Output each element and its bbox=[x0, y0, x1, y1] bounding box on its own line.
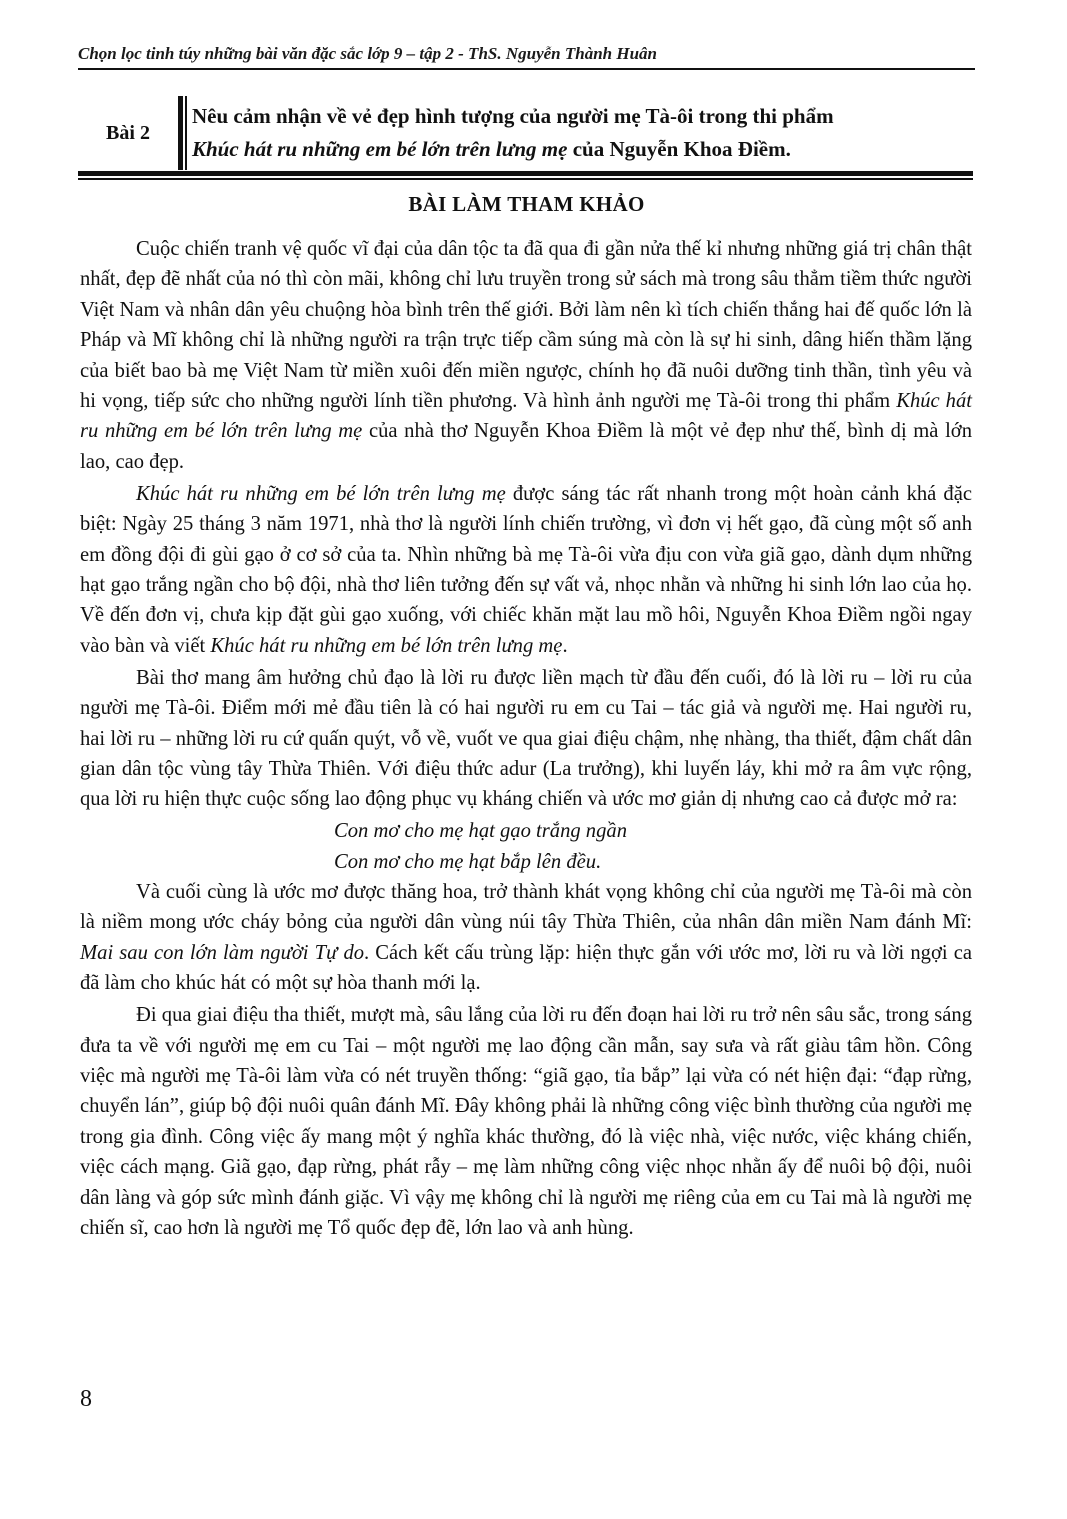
label-divider-thin bbox=[185, 96, 187, 170]
prompt-poem-title: Khúc hát ru những em bé lớn trên lưng mẹ bbox=[192, 137, 568, 161]
label-divider bbox=[178, 96, 183, 170]
paragraph-2 bbox=[80, 479, 972, 661]
p2-poem-title: Khúc hát ru những em bé lớn trên lưng mẹ bbox=[136, 482, 506, 505]
prompt-line1: Nêu cảm nhận về vẻ đẹp hình tượng của người mẹ Tà-ôi trong thi phẩm bbox=[192, 104, 834, 128]
paragraph-1 bbox=[80, 234, 972, 477]
exercise-bottom-rule bbox=[78, 171, 973, 176]
p3-text: Bài thơ mang âm hưởng chủ đạo là lời ru được liền mạch từ đầu đến cuối, đó là lời ru – lời ru của người mẹ Tà-ôi. Điểm mới mẻ đầu tiên là có hai người ru em cu Tai – tác giả và người mẹ. Hai người ru, hai lời ru – những lời ru cứ quấn quýt, vỗ về, vuốt ve qua giai điệu chậm, nhẹ nhàng, tha thiết, đậm chất dân gian dân tộc vùng tây Thừa Thiên. Với điệu thức adur (La trưởng), khi luyến láy, khi mở ra âm vực rộng, qua lời ru hiện thực cuộc sống lao động phục vụ kháng chiến và ước mơ giản dị nhưng cao cả được mở ra: bbox=[80, 666, 972, 811]
essay-body bbox=[80, 234, 972, 1245]
p4-text: Và cuối cùng là ước mơ được thăng hoa, trở thành khát vọng không chỉ của người mẹ Tà-ôi mà còn là niềm mong ước cháy bỏng của người dân vùng núi tây Thừa Thiên, của nhân dân miền Nam đánh Mĩ: bbox=[80, 881, 972, 934]
p2-end-poem-title: Khúc hát ru những em bé lớn trên lưng mẹ bbox=[210, 634, 563, 657]
p1-poem-title: Khúc hát ru những em bé lớn trên lưng mẹ bbox=[80, 390, 972, 443]
exercise-bottom-rule-thin bbox=[78, 178, 973, 180]
paragraph-5 bbox=[80, 1000, 972, 1243]
header-rule bbox=[78, 68, 975, 70]
p4-end: . Cách kết cấu trùng lặp: hiện thực gắn với ước mơ, lời ru và lời ngợi ca đã làm cho khúc hát có một sự hòa thanh mới lạ. bbox=[80, 941, 972, 995]
section-title: BÀI LÀM THAM KHẢO bbox=[408, 192, 645, 216]
page-number: 8 bbox=[80, 1386, 92, 1412]
exercise-label: Bài 2 bbox=[106, 121, 150, 144]
prompt-suffix: của Nguyễn Khoa Điềm. bbox=[567, 137, 791, 161]
exercise-prompt bbox=[192, 100, 972, 166]
p2-text: được sáng tác rất nhanh trong một hoàn cảnh khá đặc biệt: Ngày 25 tháng 3 năm 1971, nhà thơ là người lính chiến trường, vì đơn vị hết gạo, đã cùng một số anh em đồng đội đi gùi gạo ở cơ sở của ta. Nhìn những bà mẹ Tà-ôi vừa địu con vừa giã gạo, dành dụm những hạt gạo trắng ngần cho bộ đội, nhà thơ liên tưởng đến sự vất vả, nhọc nhằn và những hi sinh lớn lao của họ. Về đến đơn vị, chưa kịp đặt gùi gạo xuống, với chiếc khăn mặt lau mồ hôi, Nguyễn Khoa Điềm ngồi ngay vào bàn và viết bbox=[80, 482, 972, 657]
paragraph-4 bbox=[80, 877, 972, 999]
running-header: Chọn lọc tinh túy những bài văn đặc sắc lớp 9 – tập 2 - ThS. Nguyễn Thành Huân bbox=[78, 44, 658, 63]
paragraph-3 bbox=[80, 663, 972, 815]
p4-quote: Mai sau con lớn làm người Tự do bbox=[80, 941, 365, 964]
p2-end: . bbox=[562, 634, 568, 657]
p1-end: của nhà thơ Nguyễn Khoa Điềm là một vẻ đẹp như thế, bình dị mà lớn lao, cao đẹp. bbox=[80, 420, 972, 473]
poem-line-2: Con mơ cho mẹ hạt bắp lên đều. bbox=[334, 850, 602, 873]
exercise-box bbox=[78, 96, 973, 170]
p5-text: Đi qua giai điệu tha thiết, mượt mà, sâu lắng của lời ru đến đoạn hai lời ru trở nên sâu sắc, trong sáng đưa ta về với người mẹ em cu Tai – một người mẹ lao động cần mẫn, say sưa và rất giàu tâm hồn. Công việc mà người mẹ Tà-ôi làm vừa có nét truyền thống: “giã gạo, tỉa bắp” lại vừa có nét hiện đại: “đạp rừng, chuyển lán”, giúp bộ đội nuôi quân đánh Mĩ. Đây không phải là những công việc bình thường của người mẹ trong gia đình. Công việc ấy mang một ý nghĩa khác thường, đó là việc nhà, việc nước, việc kháng chiến, việc cách mạng. Giã gạo, đạp rừng, phát rẫy – mẹ làm những công việc nhọc nhằn ấy để nuôi bộ đội, nuôi dân làng và góp sức mình đánh giặc. Vì vậy mẹ không chỉ là người mẹ riêng của em cu Tai mà là người mẹ chiến sĩ, cao hơn là người mẹ Tổ quốc đẹp đẽ, lớn lao và anh hùng. bbox=[80, 1004, 972, 1239]
p1-text: Cuộc chiến tranh vệ quốc vĩ đại của dân tộc ta đã qua đi gần nửa thế kỉ nhưng những giá trị chân thật nhất, đẹp đẽ nhất của nó thì còn mãi, không chỉ lưu truyền trong sử sách mà trong sâu thẳm tiềm thức người Việt Nam và nhân dân yêu chuộng hòa bình trên thế giới. Bởi làm nên kì tích chiến thắng hai đế quốc lớn là Pháp và Mĩ không chỉ là những người ra trận trực tiếp cầm súng mà còn là sự hi sinh, dâng hiến thầm lặng của biết bao bà mẹ Việt Nam từ miền xuôi đến miền ngược, chính họ đã nuôi dưỡng tinh thần, tình yêu và hi vọng, tiếp sức cho những người lính tiền phương. Và hình ảnh người mẹ Tà-ôi trong thi phẩm bbox=[80, 238, 972, 413]
poem-line-1: Con mơ cho mẹ hạt gạo trắng ngần bbox=[334, 820, 627, 843]
